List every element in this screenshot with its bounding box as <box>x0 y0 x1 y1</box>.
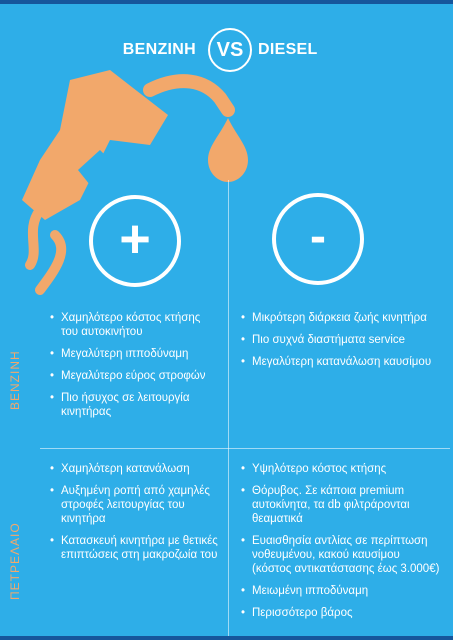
list-item: • Χαμηλότερο κόστος κτήσης του αυτοκινήτου <box>50 311 220 339</box>
bottom-bar <box>0 636 453 640</box>
horizontal-divider <box>40 448 450 449</box>
minus-icon: - <box>272 193 364 285</box>
list-item: • Μικρότερη διάρκεια ζωής κινητήρα <box>241 311 441 325</box>
list-item: • Αυξημένη ροπή από χαμηλές στροφές λειτουργίας του κινητήρα <box>50 484 220 526</box>
side-label-benzini: ΒΕΝΖΙΝΗ <box>8 350 22 410</box>
diesel-cons-list <box>241 462 441 628</box>
header-left: BENZINH <box>122 41 196 58</box>
list-item: • Υψηλότερο κόστος κτήσης <box>241 462 441 476</box>
list-item: • Πιο ήσυχος σε λειτουργία κινητήρας <box>50 391 220 419</box>
benzini-pros-list <box>50 311 220 427</box>
list-item: • Περισσότερο βάρος <box>241 606 441 620</box>
list-item: • Μειωμένη ιπποδύναμη <box>241 584 441 598</box>
list-item: • Μεγαλύτερη κατανάλωση καυσίμου <box>241 355 441 369</box>
list-item: • Κατασκευή κινητήρα με θετικές επιπτώσεις στη μακροζωία του <box>50 534 220 562</box>
fuel-nozzle-icon <box>0 60 453 320</box>
list-item: • Χαμηλότερη κατανάλωση <box>50 462 220 476</box>
list-item: • Ευαισθησία αντλίας σε περίπτωση νοθευμένου, κακού καυσίμου (κόστος αντικατάστασης έως 3.000€) <box>241 534 441 576</box>
vertical-divider <box>228 180 229 640</box>
header-right: DIESEL <box>258 41 318 58</box>
vs-badge: VS <box>208 28 252 72</box>
list-item: • Θόρυβος. Σε κάποια premium αυτοκίνητα, τα db φιλτράρονται θεαματικά <box>241 484 441 526</box>
benzini-cons-list <box>241 311 441 377</box>
list-item: • Πιο συχνά διαστήματα service <box>241 333 441 347</box>
top-bar <box>0 0 453 4</box>
fuel-drop-icon <box>208 118 248 182</box>
diesel-pros-list <box>50 462 220 570</box>
list-item: • Μεγαλύτερη ιπποδύναμη <box>50 347 220 361</box>
list-item: • Μεγαλύτερο εύρος στροφών <box>50 369 220 383</box>
side-label-petrelaio: ΠΕΤΡΕΛΑΙΟ <box>8 522 22 600</box>
plus-icon: + <box>89 195 181 287</box>
